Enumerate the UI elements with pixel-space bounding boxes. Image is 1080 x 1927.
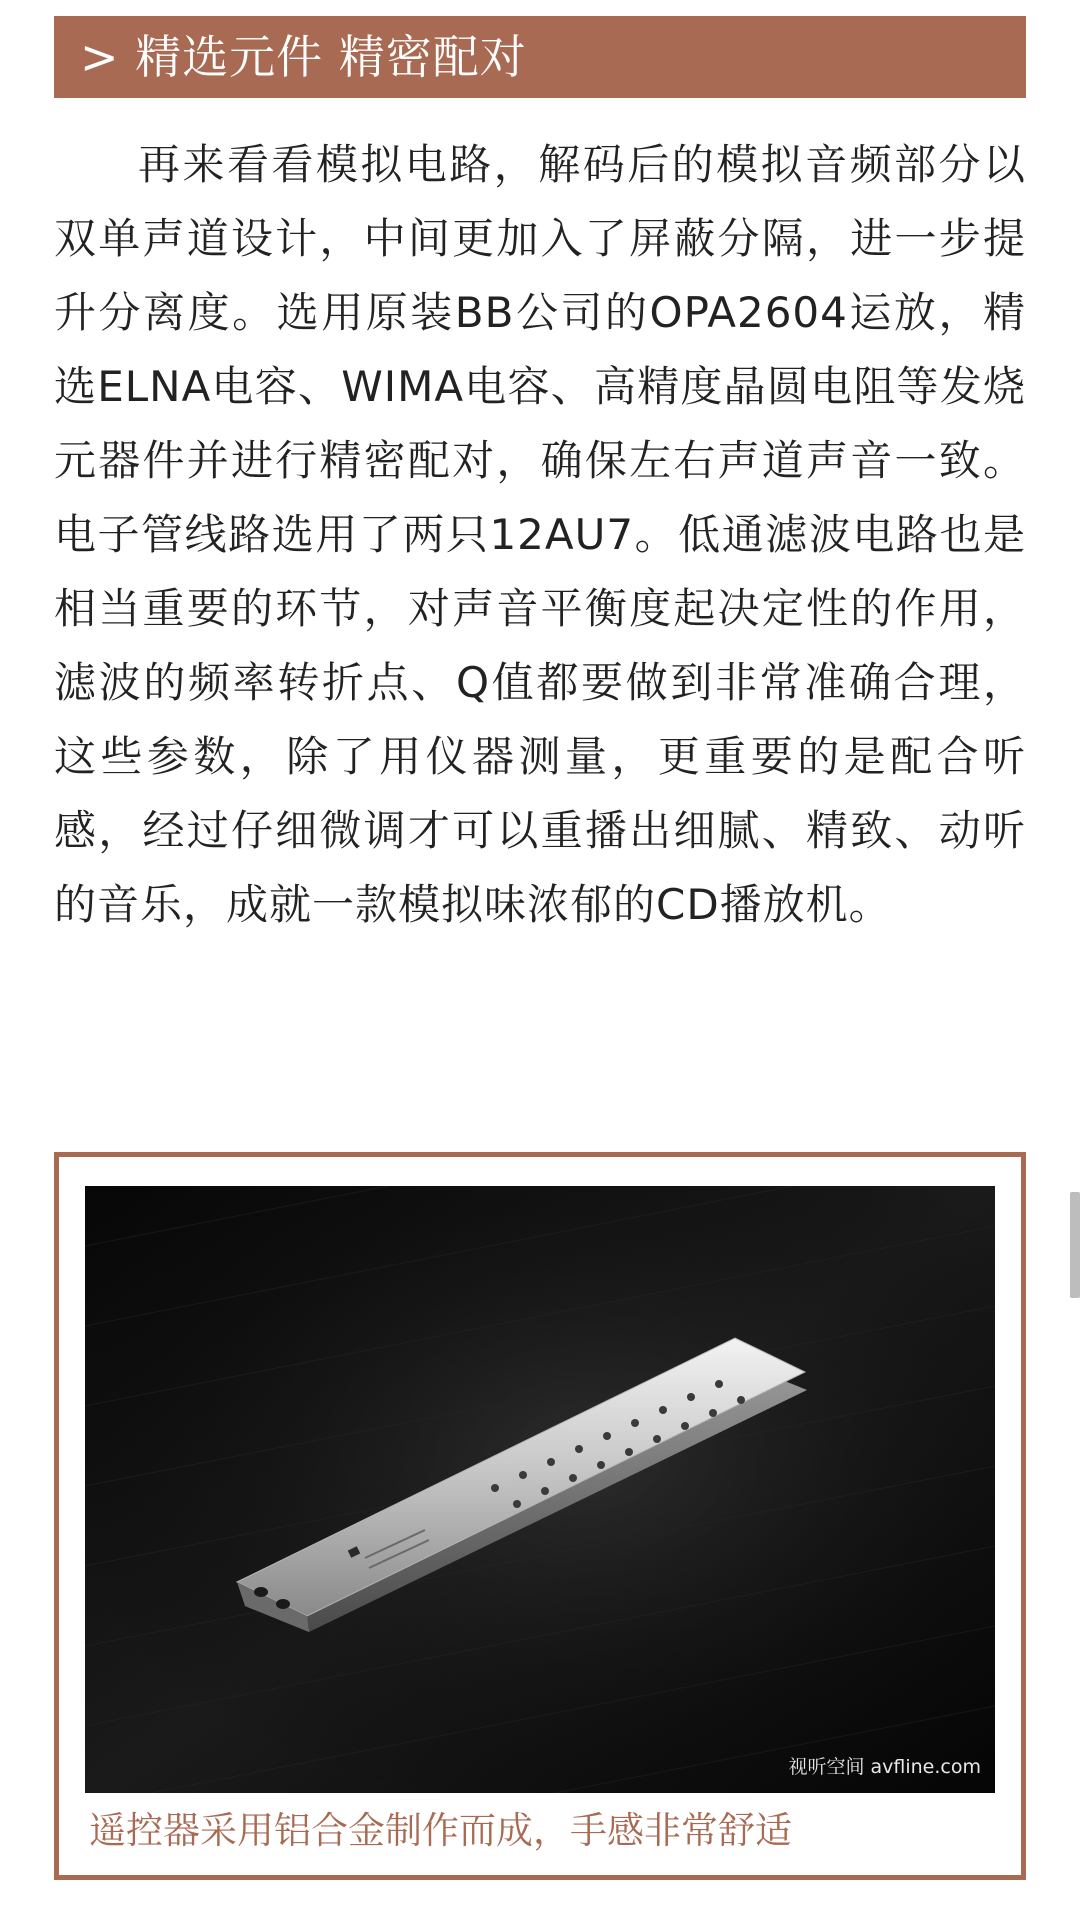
- remote-control-image: [85, 1186, 995, 1793]
- article-body: [54, 128, 1026, 942]
- section-title: > 精选元件 精密配对: [80, 30, 527, 84]
- figure-caption: 遥控器采用铝合金制作而成，手感非常舒适: [89, 1809, 792, 1852]
- section-header: [54, 16, 1026, 98]
- watermark: 视听空间 avfline.com: [788, 1756, 981, 1778]
- article-paragraph: 再来看看模拟电路，解码后的模拟音频部分以双单声道设计，中间更加入了屏蔽分隔，进一步提升分离度。选用原装BB公司的OPA2604运放，精选ELNA电容、WIMA电容、高精度晶圆电阻等发烧元器件并进行精密配对，确保左右声道声音一致。电子管线路选用了两只12AU7。低通滤波电路也是相当重要的环节，对声音平衡度起决定性的作用，滤波的频率转折点、Q值都要做到非常准确合理，这些参数，除了用仪器测量，更重要的是配合听感，经过仔细微调才可以重播出细腻、精致、动听的音乐，成就一款模拟味浓郁的CD播放机。: [54, 140, 1026, 929]
- scrollbar[interactable]: [1070, 1192, 1080, 1298]
- figure-frame: [54, 1152, 1026, 1880]
- remote-control-photo[interactable]: [85, 1186, 995, 1793]
